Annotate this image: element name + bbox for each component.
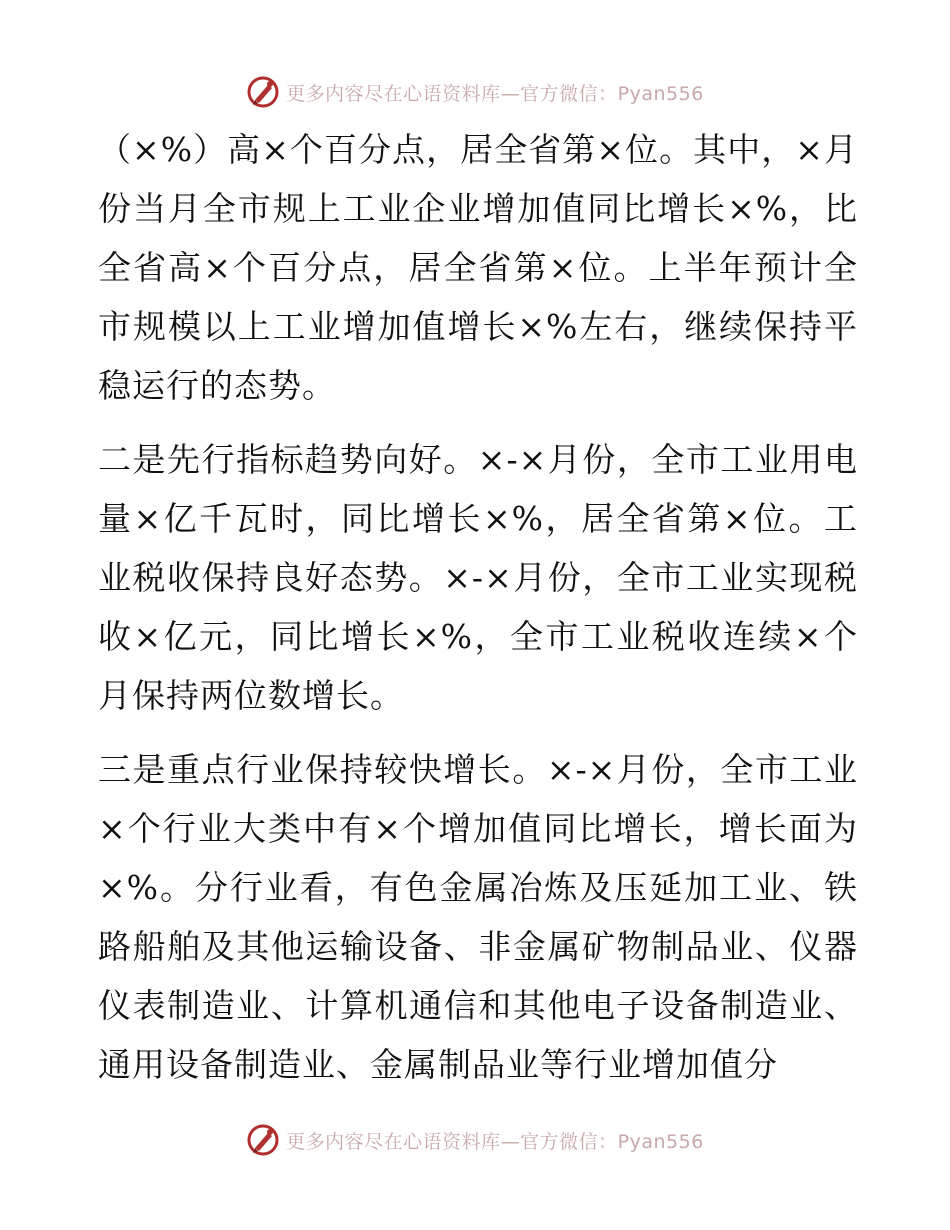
pen-logo-icon [246,75,280,109]
document-body [98,120,858,1094]
paragraph-2: 二是先行指标趋势向好。×-×月份，全市工业用电量×亿千瓦时，同比增长×%，居全省第×位。工业税收保持良好态势。×-×月份，全市工业实现税收×亿元，同比增长×%，全市工业税收连续×个月保持两位数增长。 [98,440,858,715]
footer-watermark-text: 更多内容尽在心语资料库—官方微信：Pyan556 [286,1130,704,1153]
footer-watermark [0,1120,950,1160]
pen-logo-icon [246,1123,280,1157]
paragraph-1: （×%）高×个百分点，居全省第×位。其中，×月份当月全市规上工业企业增加值同比增长×%，比全省高×个百分点，居全省第×位。上半年预计全市规模以上工业增加值增长×%左右，继续保持平稳运行的态势。 [98,130,858,405]
header-watermark [0,72,950,112]
paragraph-3: 三是重点行业保持较快增长。×-×月份，全市工业×个行业大类中有×个增加值同比增长，增长面为×%。分行业看，有色金属冶炼及压延加工业、铁路船舶及其他运输设备、非金属矿物制品业、仪器仪表制造业、计算机通信和其他电子设备制造业、通用设备制造业、金属制品业等行业增加值分 [98,750,858,1084]
header-watermark-text: 更多内容尽在心语资料库—官方微信：Pyan556 [286,82,704,105]
